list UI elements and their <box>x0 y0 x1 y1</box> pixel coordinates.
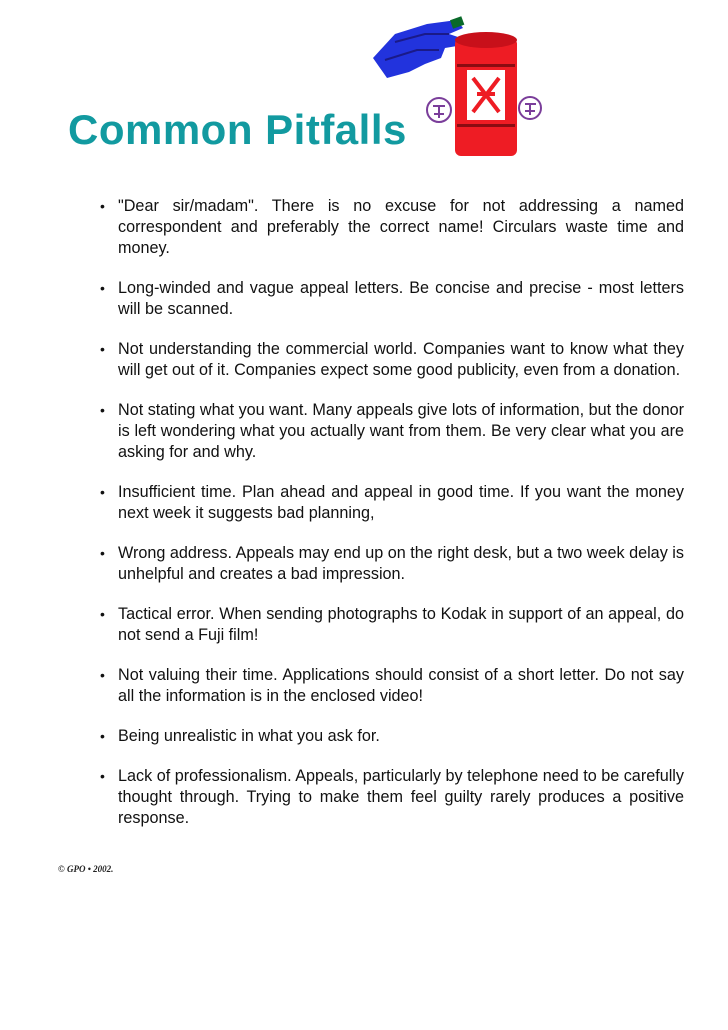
list-item: • Not understanding the commercial world. Companies want to know what they will get out of it. Companies expect some good publicity, even from a donation. <box>100 340 684 379</box>
bullet-icon: • <box>100 728 105 744</box>
bullet-icon: • <box>100 606 105 622</box>
bullet-icon: • <box>100 341 105 357</box>
copyright-footer: © GPO • 2002. <box>58 864 114 874</box>
bullet-icon: • <box>100 667 105 683</box>
list-item: • Wrong address. Appeals may end up on the right desk, but a two week delay is unhelpful and creates a bad impression. <box>100 544 684 583</box>
bullet-icon: • <box>100 280 105 296</box>
list-item: • Not valuing their time. Applications should consist of a short letter. Do not say all the information is in the enclosed video! <box>100 666 684 705</box>
list-item: • Long-winded and vague appeal letters. Be concise and precise - most letters will be scanned. <box>100 279 684 318</box>
list-item: • "Dear sir/madam". There is no excuse for not addressing a named correspondent and preferably the correct name! Circulars waste time and money. <box>100 197 684 257</box>
bullet-icon: • <box>100 545 105 561</box>
donation-collection-tin-icon <box>365 14 545 164</box>
bullet-icon: • <box>100 198 105 214</box>
pitfalls-list <box>100 196 684 848</box>
list-item: • Tactical error. When sending photographs to Kodak in support of an appeal, do not send a Fuji film! <box>100 605 684 644</box>
list-item: • Lack of professionalism. Appeals, particularly by telephone need to be carefully thought through. Trying to make them feel guilty rarely produces a positive response. <box>100 767 684 827</box>
list-item: • Being unrealistic in what you ask for. <box>100 727 380 745</box>
list-item: • Insufficient time. Plan ahead and appeal in good time. If you want the money next week it suggests bad planning, <box>100 483 684 522</box>
bullet-icon: • <box>100 768 105 784</box>
bullet-icon: • <box>100 402 105 418</box>
list-item: • Not stating what you want. Many appeals give lots of information, but the donor is left wondering what you actually want from them. Be very clear what you are asking for and why. <box>100 401 684 461</box>
page-title: Common Pitfalls <box>68 106 407 153</box>
bullet-icon: • <box>100 484 105 500</box>
